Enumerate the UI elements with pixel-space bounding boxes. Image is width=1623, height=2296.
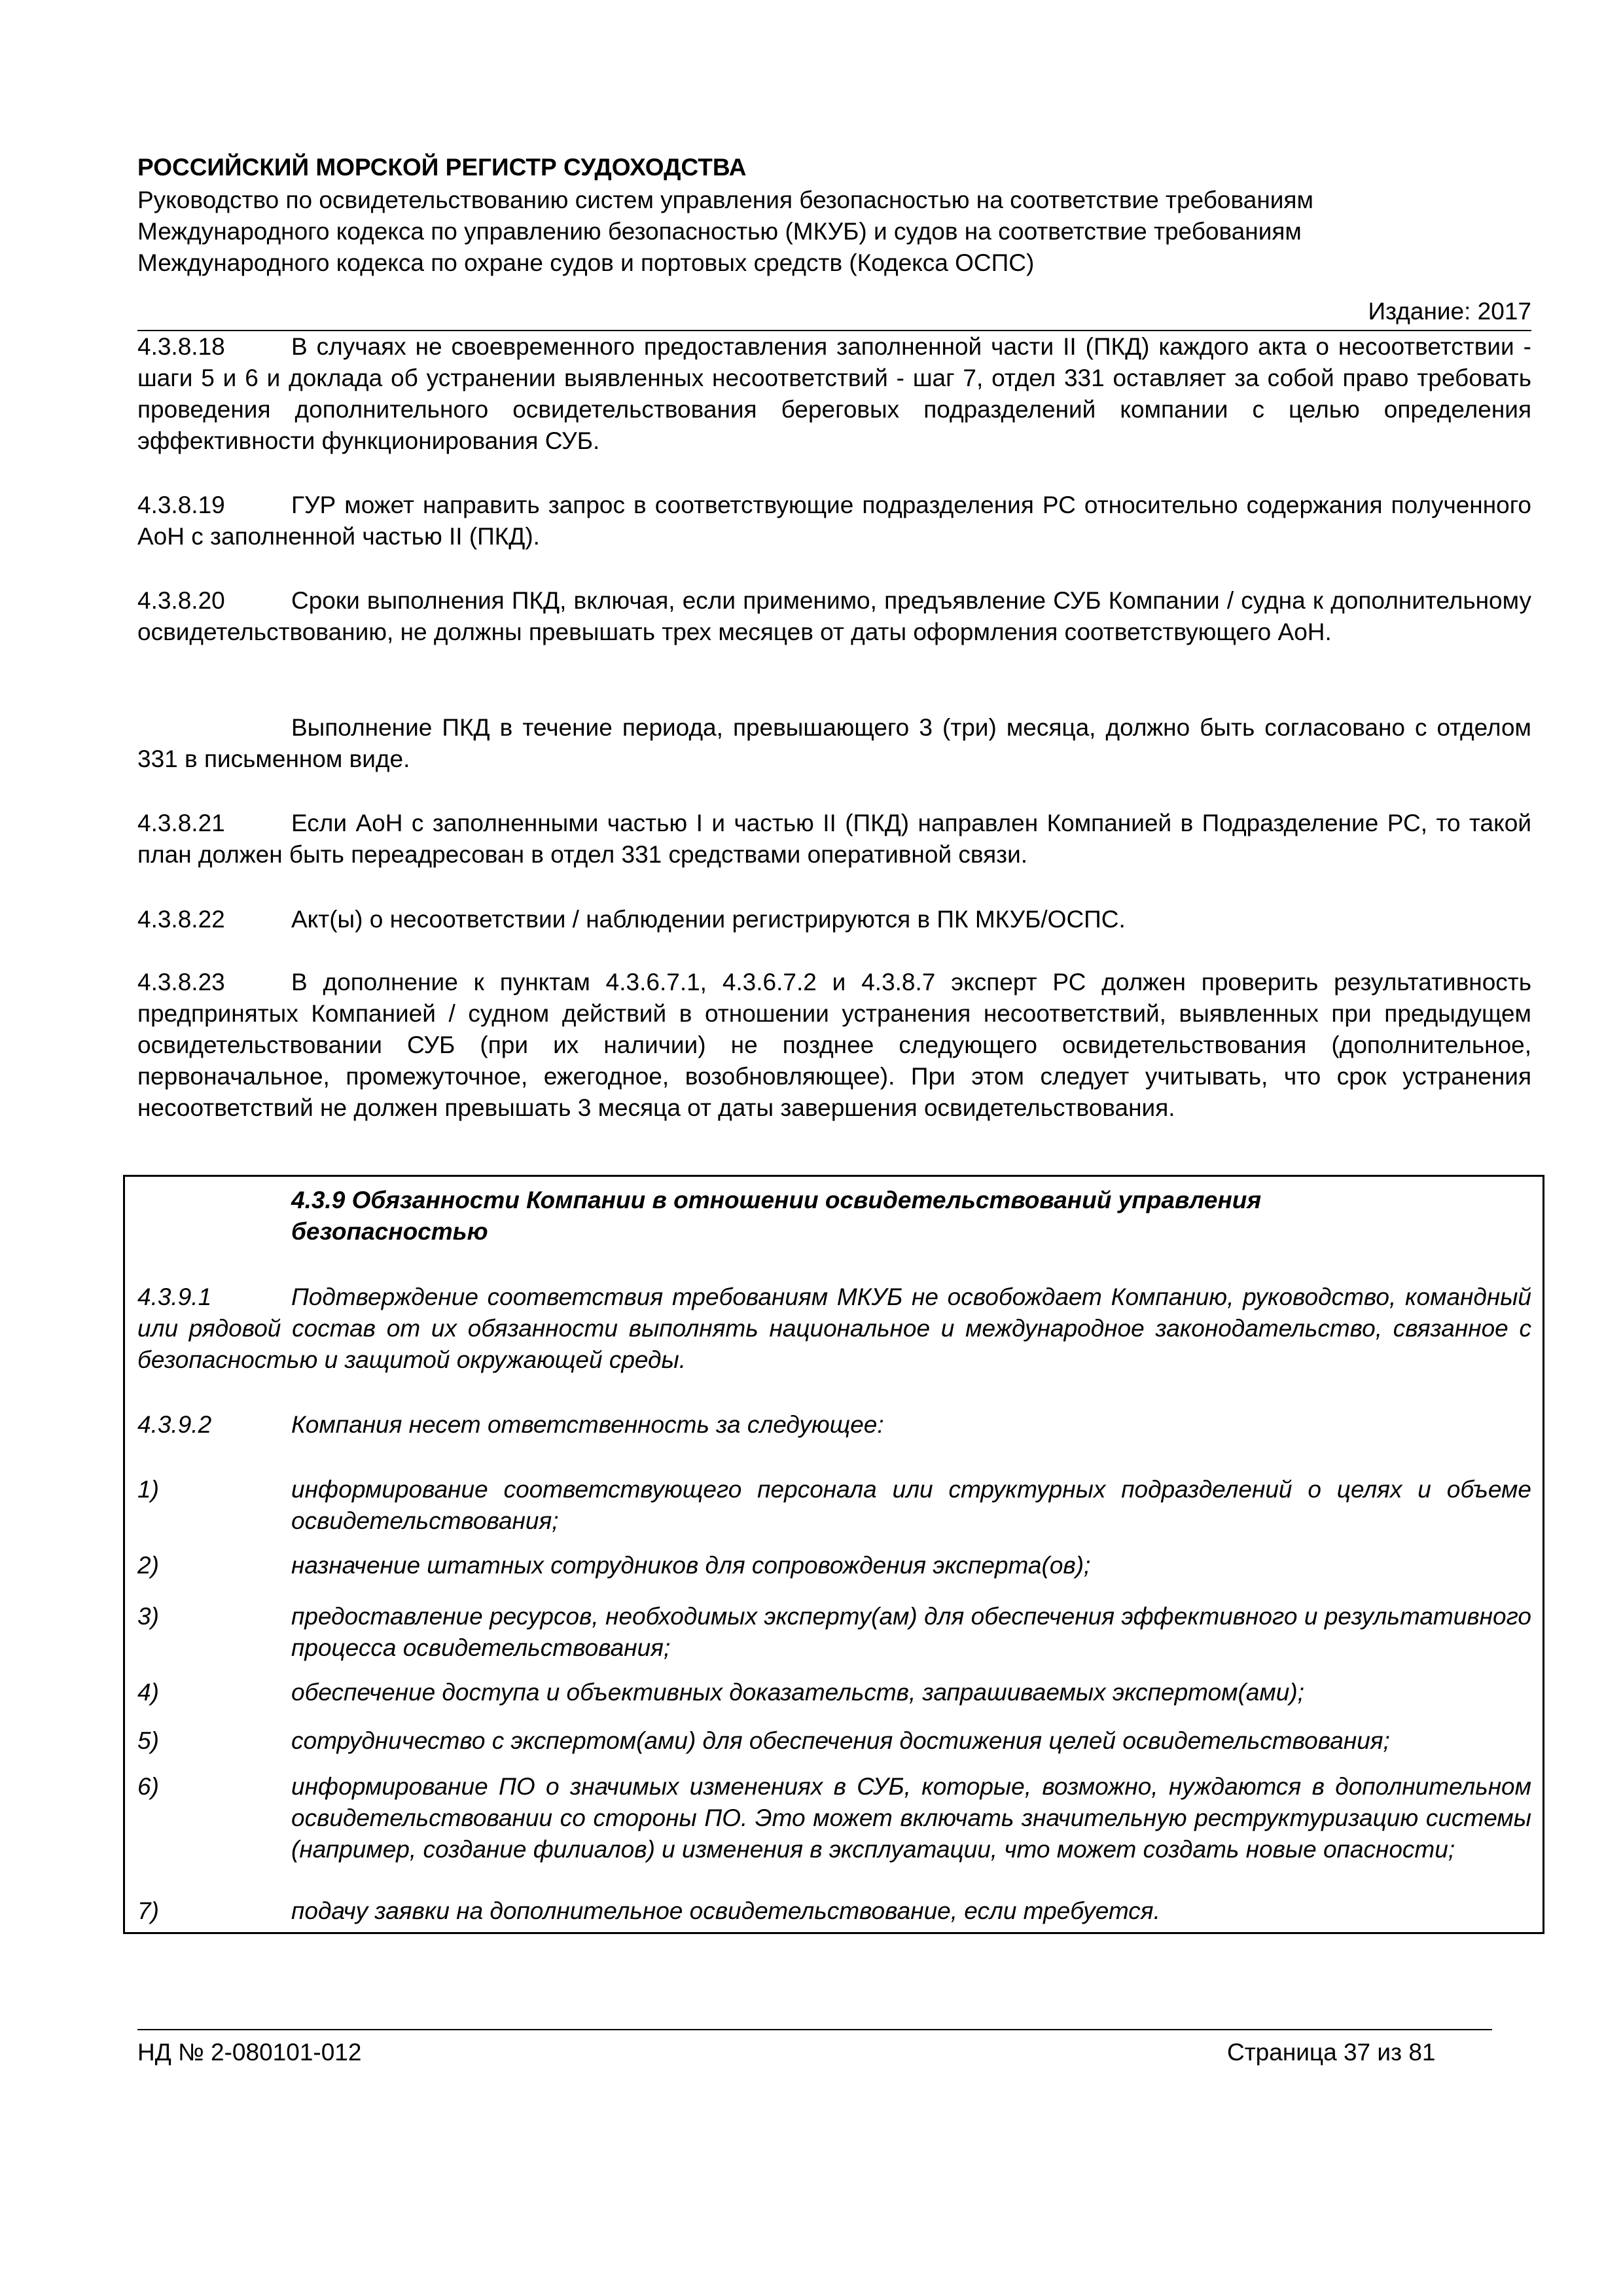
paragraph-number: 4.3.8.18 xyxy=(137,333,225,360)
subtitle-line: Руководство по освидетельствованию систем управления безопасностью на соответствие требованиям xyxy=(137,187,1313,213)
list-item-text: информирование соответствующего персонала или структурных подразделений о целях и объеме освидетельствования; xyxy=(291,1476,1531,1534)
list-item-text: обеспечение доступа и объективных доказательств, запрашиваемых экспертом(ами); xyxy=(291,1679,1304,1706)
list-item-text: информирование ПО о значимых изменениях в СУБ, которые, возможно, нуждаются в дополнительном освидетельствовании со стороны ПО. Это может включать значительную реструктуризацию системы (например, создание филиалов) и изменения в эксплуатации, что может создать новые опасности; xyxy=(291,1773,1531,1863)
paragraph-number: 4.3.9.1 xyxy=(137,1283,212,1310)
list-marker: 7) xyxy=(137,1897,159,1924)
subtitle-line: Международного кодекса по охране судов и портовых средств (Кодекса ОСПС) xyxy=(137,249,1035,276)
list-item xyxy=(137,1550,1531,1581)
section-heading-line: безопасностью xyxy=(291,1218,488,1245)
document-number: НД № 2-080101-012 xyxy=(137,2039,362,2066)
paragraph-text: Акт(ы) о несоответствии / наблюдении регистрируются в ПК МКУБ/ОСПС. xyxy=(291,906,1126,933)
paragraph xyxy=(137,808,1531,870)
list-item xyxy=(137,1725,1531,1757)
paragraph-text: В дополнение к пунктам 4.3.6.7.1, 4.3.6.7.2 и 4.3.8.7 эксперт РС должен проверить результативность предпринятых Компанией / судном действий в отношении устранения несоответствий, выявленных при предыдущем освидетельствовании СУБ (при их наличии) не позднее следующего освидетельствования (дополнительное, первоначальное, промежуточное, ежегодное, возобновляющее). При этом следует учитывать, что срок устранения несоответствий не должен превышать 3 месяца от даты завершения освидетельствования. xyxy=(137,969,1531,1121)
paragraph xyxy=(137,904,1531,935)
subtitle-line: Международного кодекса по управлению безопасностью (МКУБ) и судов на соответствие требованиям xyxy=(137,218,1302,245)
paragraph xyxy=(137,967,1531,1124)
list-item xyxy=(137,1677,1531,1708)
paragraph-number: 4.3.8.21 xyxy=(137,810,225,836)
list-marker: 4) xyxy=(137,1679,159,1706)
page-number: Страница 37 из 81 xyxy=(1227,2039,1436,2066)
footer-divider xyxy=(137,2029,1492,2030)
list-marker: 5) xyxy=(137,1727,159,1754)
list-item-text: подачу заявки на дополнительное освидетельствование, если требуется. xyxy=(291,1897,1160,1924)
paragraph-text: Компания несет ответственность за следующее: xyxy=(291,1411,884,1438)
paragraph-text: В случаях не своевременного предоставления заполненной части II (ПКД) каждого акта о несоответствии - шаги 5 и 6 и доклада об устранении выявленных несоответствий - шаг 7, отдел 331 оставляет за собой право требовать проведения дополнительного освидетельствования береговых подразделений компании с целью определения эффективности функционирования СУБ. xyxy=(137,333,1531,454)
section-heading xyxy=(291,1185,1531,1247)
paragraph-number: 4.3.8.20 xyxy=(137,587,225,614)
paragraph-number: 4.3.8.19 xyxy=(137,492,225,518)
paragraph-number: 4.3.8.23 xyxy=(137,969,225,996)
organization-title: РОССИЙСКИЙ МОРСКОЙ РЕГИСТР СУДОХОДСТВА xyxy=(137,154,747,181)
paragraph-text: Подтверждение соответствия требованиям МКУБ не освобождает Компанию, руководство, командный или рядовой состав от их обязанности выполнять национальное и международное законодательство, связанное с безопасностью и защитой окружающей среды. xyxy=(137,1283,1531,1373)
list-marker: 1) xyxy=(137,1476,159,1503)
list-item-text: предоставление ресурсов, необходимых эксперту(ам) для обеспечения эффективного и результативного процесса освидетельствования; xyxy=(291,1603,1531,1661)
paragraph xyxy=(137,712,1531,775)
paragraph-number: 4.3.8.22 xyxy=(137,906,225,933)
paragraph xyxy=(137,490,1531,552)
paragraph-text: Сроки выполнения ПКД, включая, если применимо, предъявление СУБ Компании / судна к дополнительному освидетельствованию, не должны превышать трех месяцев от даты оформления соответствующего AoH. xyxy=(137,587,1531,645)
list-item xyxy=(137,1771,1531,1865)
list-item-text: сотрудничество с экспертом(ами) для обеспечения достижения целей освидетельствования; xyxy=(291,1727,1390,1754)
list-marker: 2) xyxy=(137,1552,159,1579)
paragraph-text: Если AoH с заполненными частью I и частью II (ПКД) направлен Компанией в Подразделение РС, то такой план должен быть переадресован в отдел 331 средствами оперативной связи. xyxy=(137,810,1531,868)
paragraph-text: ГУР может направить запрос в соответствующие подразделения РС относительно содержания полученного AoH с заполненной частью II (ПКД). xyxy=(137,492,1531,550)
box-paragraph xyxy=(137,1282,1531,1376)
list-item-text: назначение штатных сотрудников для сопровождения эксперта(ов); xyxy=(291,1552,1091,1579)
list-item xyxy=(137,1474,1531,1537)
list-item xyxy=(137,1895,1531,1927)
paragraph xyxy=(137,585,1531,648)
document-subtitle xyxy=(137,185,1531,279)
box-paragraph xyxy=(137,1409,1531,1441)
edition-label: Издание: 2017 xyxy=(1368,298,1531,325)
paragraph xyxy=(137,331,1531,457)
list-item xyxy=(137,1601,1531,1664)
paragraph-number: 4.3.9.2 xyxy=(137,1411,212,1438)
paragraph-text: Выполнение ПКД в течение периода, превышающего 3 (три) месяца, должно быть согласовано с отделом 331 в письменном виде. xyxy=(137,714,1531,772)
list-marker: 3) xyxy=(137,1603,159,1630)
section-heading-line: 4.3.9 Обязанности Компании в отношении освидетельствований управления xyxy=(291,1187,1262,1213)
list-marker: 6) xyxy=(137,1773,159,1800)
